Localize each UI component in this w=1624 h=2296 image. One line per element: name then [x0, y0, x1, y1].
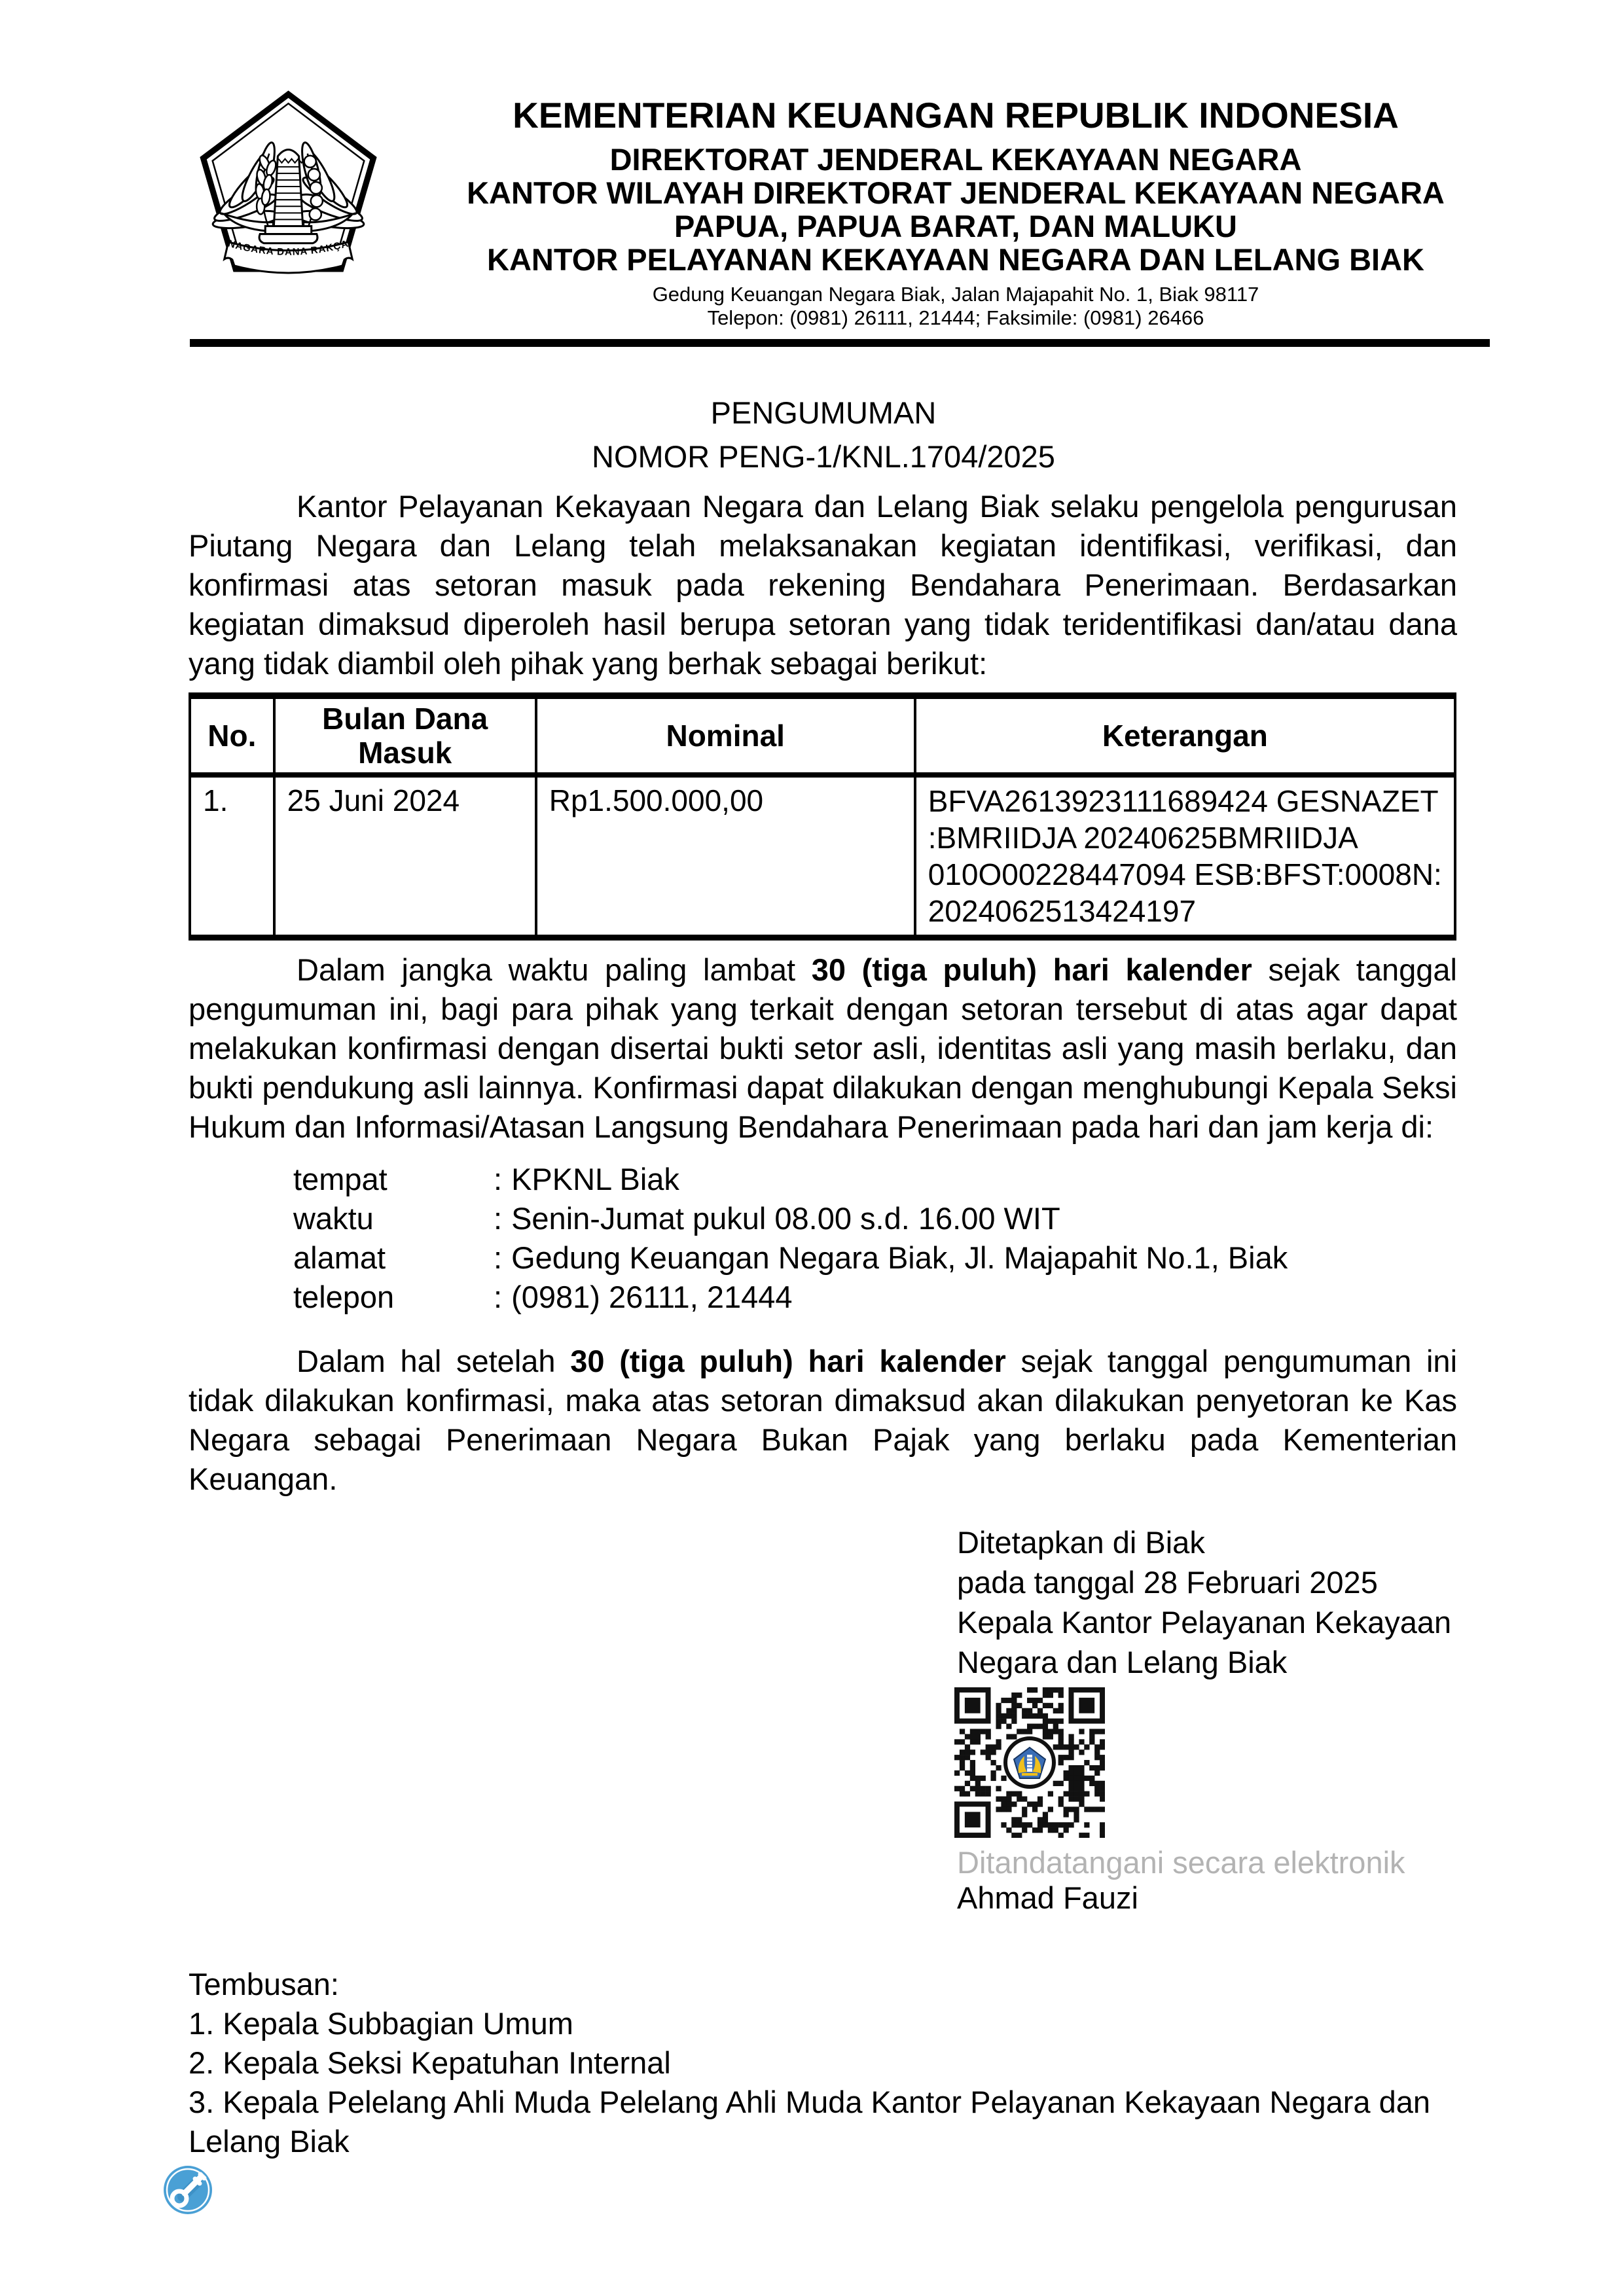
header-no: No. — [190, 696, 274, 775]
p3-bold-deadline: 30 (tiga puluh) hari kalender — [570, 1344, 1006, 1378]
tembusan-item: 1. Kepala Subbagian Umum — [189, 2006, 573, 2041]
kemenkeu-logo-icon — [198, 90, 378, 275]
contact-value: Gedung Keuangan Negara Biak, Jl. Majapahit No.1, Biak — [511, 1240, 1288, 1275]
signature-title-line1: Kepala Kantor Pelayanan Kekayaan — [957, 1605, 1452, 1640]
p2-bold-deadline: 30 (tiga puluh) hari kalender — [811, 952, 1252, 987]
contact-row-telepon — [293, 1278, 1288, 1317]
signature-title-line2: Negara dan Lelang Biak — [957, 1645, 1288, 1679]
esign-key-icon — [163, 2165, 213, 2215]
directorate-name: DIREKTORAT JENDERAL KEKAYAAN NEGARA — [609, 142, 1302, 177]
contact-row-tempat — [293, 1160, 1288, 1199]
contact-label: alamat — [293, 1240, 386, 1275]
contact-row-alamat — [293, 1238, 1288, 1278]
contact-details — [293, 1160, 1288, 1317]
contact-label: tempat — [293, 1162, 388, 1196]
header-bulan-dana-masuk: Bulan Dana Masuk — [274, 696, 536, 775]
contact-row-waktu — [293, 1199, 1288, 1238]
qr-code — [954, 1687, 1105, 1838]
document-title: PENGUMUMAN — [710, 395, 937, 430]
cell-bulan-dana-masuk: 25 Juni 2024 — [274, 775, 536, 938]
tembusan-item: 3. Kepala Pelelang Ahli Muda Pelelang Ahli Muda Kantor Pelayanan Kekayaan Negara dan Lelang Biak — [189, 2085, 1431, 2159]
contact-label: telepon — [293, 1280, 395, 1314]
contact-separator: : — [494, 1280, 503, 1314]
confirmation-paragraph — [189, 950, 1457, 1147]
header-nominal: Nominal — [536, 696, 915, 775]
regional-office-name: KANTOR WILAYAH DIREKTORAT JENDERAL KEKAYAAN NEGARA — [467, 175, 1445, 210]
header-keterangan: Keterangan — [915, 696, 1455, 775]
p3-text-after: sejak tanggal pengumuman ini tidak dilakukan konfirmasi, maka atas setoran dimaksud akan dilakukan penyetoran ke Kas Negara sebagai Penerimaan Negara Bukan Pajak yang berlaku pada Kementerian Keuangan. — [189, 1344, 1458, 1496]
letterhead — [376, 96, 1535, 330]
cell-no: 1. — [190, 775, 274, 938]
signer-name: Ahmad Fauzi — [957, 1880, 1138, 1915]
closing-paragraph — [189, 1342, 1457, 1499]
logo-banner-text: NAGARA DANA RAKÇA — [226, 238, 350, 258]
table-header-row — [190, 696, 1455, 775]
letterhead-divider — [190, 339, 1490, 347]
esign-note: Ditandatangani secara elektronik — [957, 1845, 1405, 1880]
document-title-block — [189, 391, 1458, 478]
cell-keterangan: BFVA2613923111689424 GESNAZET :BMRIIDJA 20240625BMRIIDJA 010O00228447094 ESB:BFST:0008N: 2024062513424197 — [915, 775, 1455, 938]
contact-separator: : — [494, 1162, 503, 1196]
contact-value: KPKNL Biak — [511, 1162, 679, 1196]
region-name: PAPUA, PAPUA BARAT, DAN MALUKU — [674, 209, 1237, 243]
contact-value: (0981) 26111, 21444 — [511, 1280, 793, 1314]
contact-separator: : — [494, 1201, 503, 1236]
p2-text-after: sejak tanggal pengumuman ini, bagi para pihak yang terkait dengan setoran tersebut di atas agar dapat melakukan konfirmasi dengan disertai bukti setor asli, identitas asli yang masih berlaku, dan bukti pendukung asli lainnya. Konfirmasi dapat dilakukan dengan menghubungi Kepala Seksi Hukum dan Informasi/Atasan Langsung Bendahara Penerimaan pada hari dan jam kerja di: — [189, 952, 1457, 1144]
contact-separator: : — [494, 1240, 503, 1275]
deposit-table — [189, 692, 1456, 941]
deposit-table-wrapper — [189, 692, 1456, 941]
cell-nominal: Rp1.500.000,00 — [536, 775, 915, 938]
signature-place: Ditetapkan di Biak — [957, 1525, 1205, 1560]
office-name: KANTOR PELAYANAN KEKAYAAN NEGARA DAN LELANG BIAK — [487, 242, 1424, 277]
opening-paragraph: Kantor Pelayanan Kekayaan Negara dan Lelang Biak selaku pengelola pengurusan Piutang Negara dan Lelang telah melaksanakan kegiatan identifikasi, verifikasi, dan konfirmasi atas setoran masuk pada rekening Bendahara Penerimaan. Berdasarkan kegiatan dimaksud diperoleh hasil berupa setoran yang tidak teridentifikasi dan/atau dana yang tidak diambil oleh pihak yang berhak sebagai berikut: — [189, 489, 1457, 681]
tembusan-heading: Tembusan: — [189, 1967, 339, 2001]
office-address: Gedung Keuangan Negara Biak, Jalan Majapahit No. 1, Biak 98117 — [652, 283, 1259, 306]
table-row — [190, 775, 1455, 938]
document-number: NOMOR PENG-1/KNL.1704/2025 — [592, 439, 1055, 474]
contact-value: Senin-Jumat pukul 08.00 s.d. 16.00 WIT — [511, 1201, 1060, 1236]
office-phone-fax: Telepon: (0981) 26111, 21444; Faksimile: (0981) 26466 — [707, 306, 1204, 329]
p2-text: Dalam jangka waktu paling lambat — [297, 952, 812, 987]
tembusan-section — [189, 1965, 1465, 2161]
signature-date: pada tanggal 28 Februari 2025 — [957, 1565, 1378, 1600]
signature-block — [957, 1522, 1520, 1682]
contact-label: waktu — [293, 1201, 374, 1236]
ministry-name: KEMENTERIAN KEUANGAN REPUBLIK INDONESIA — [513, 95, 1399, 135]
tembusan-item: 2. Kepala Seksi Kepatuhan Internal — [189, 2045, 671, 2080]
p3-text: Dalam hal setelah — [297, 1344, 571, 1378]
